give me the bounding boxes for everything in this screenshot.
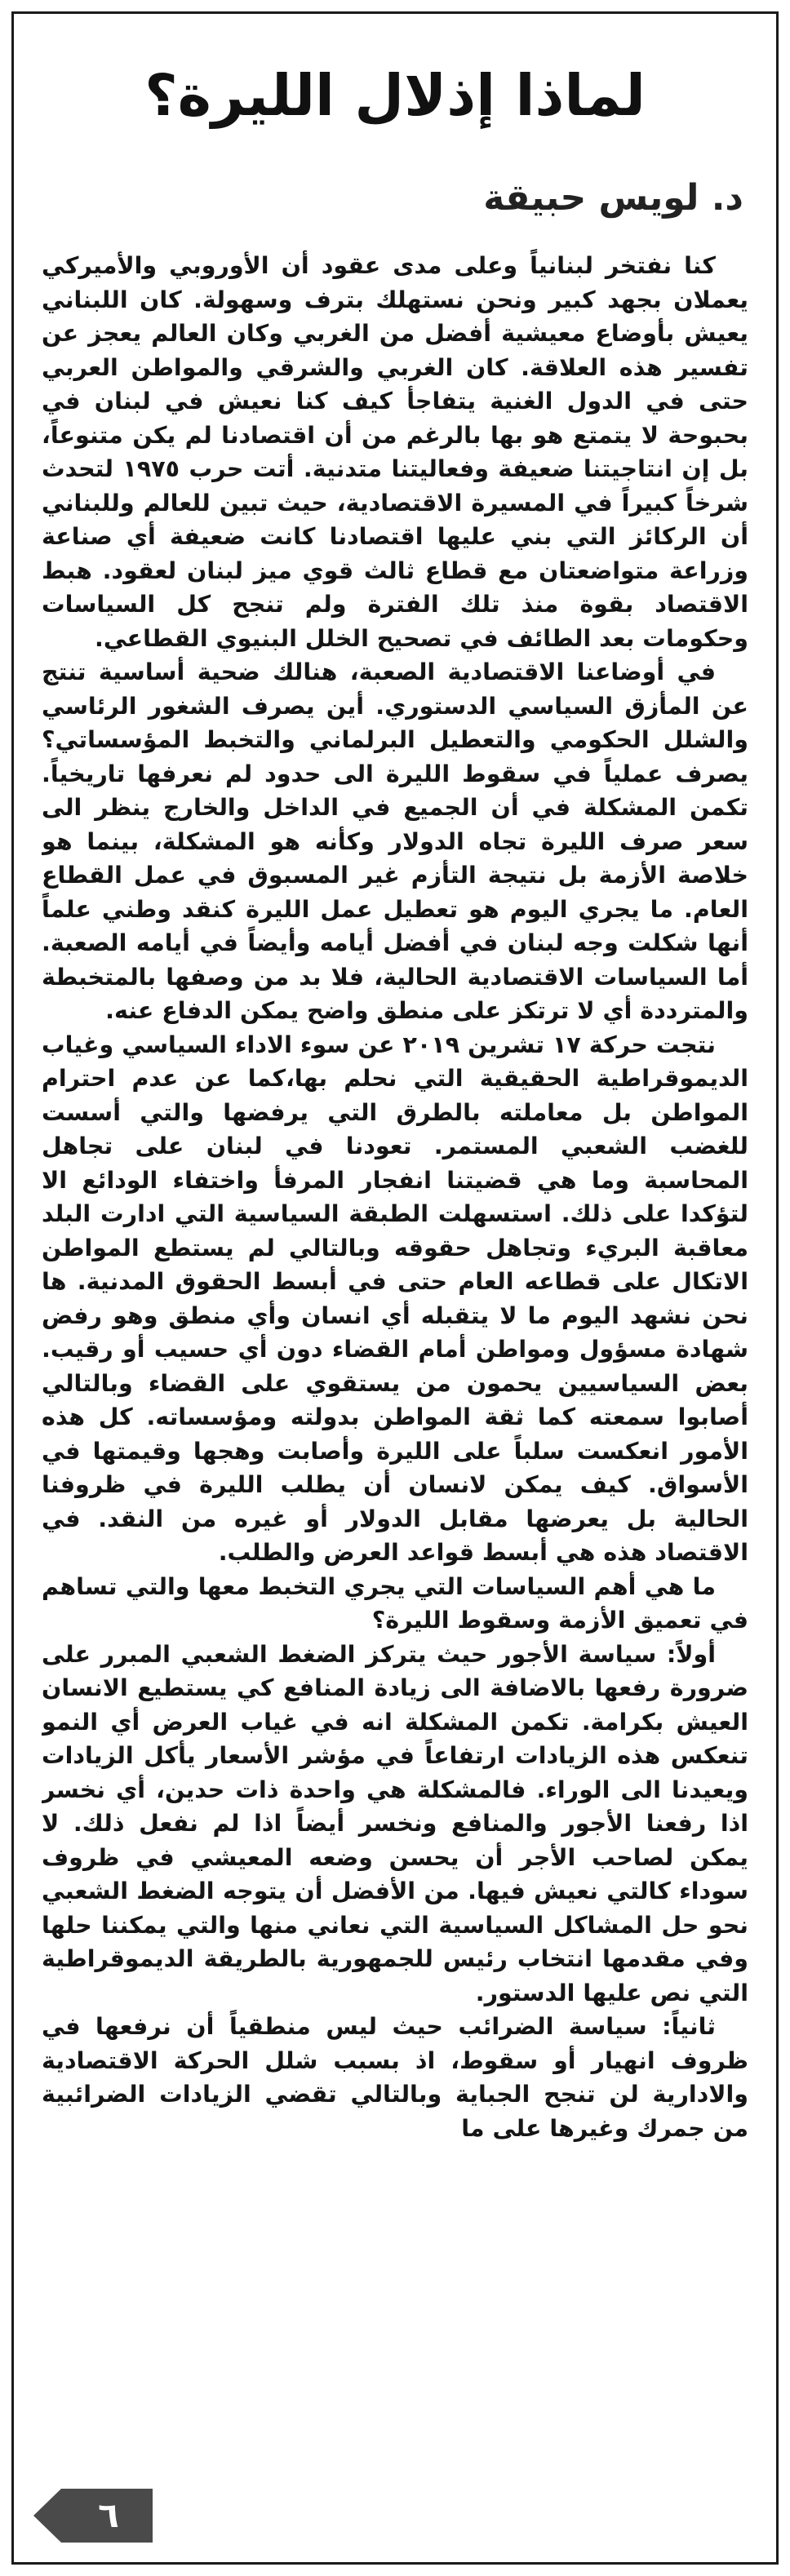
headline: لماذا إذلال الليرة؟ [144, 62, 646, 129]
paragraph-1: كنا نفتخر لبنانياً وعلى مدى عقود أن الأوروبي والأميركي يعملان بجهد كبير ونحن نستهلك بترف وسهولة. كان اللبناني يعيش بأوضاع معيشية أفضل من الغربي وكان العالم يعجز عن تفسير هذه العلاقة. كان الغربي والشرقي والمواطن العربي حتى في الدول الغنية يتفاجأ كيف كنا نعيش في لبنان في بحبوحة لا يتمتع هو بها بالرغم من أن اقتصادنا لم يكن متنوعاً، بل إن انتاجيتنا ضعيفة وفعاليتنا متدنية. أتت حرب ١٩٧٥ لتحدث شرخاً كبيراً في المسيرة الاقتصادية، حيث تبين للعالم وللبناني أن الركائز التي بني عليها اقتصادنا كانت ضعيفة أي صناعة وزراعة متواضعتان مع قطاع ثالث قوي ميز لبنان لعقود. هبط الاقتصاد بقوة منذ تلك الفترة ولم تنجح كل السياسات وحكومات بعد الطائف في تصحيح الخلل البنيوي القطاعي. [42, 252, 748, 652]
byline: د. لويس حبيقة [483, 177, 743, 219]
article-body [42, 249, 748, 2501]
paragraph-4: ما هي أهم السياسات التي يجري التخبط معها والتي تساهم في تعميق الأزمة وسقوط الليرة؟ [42, 1572, 748, 1634]
paragraph-5: أولاً: سياسة الأجور حيث يتركز الضغط الشعبي المبرر على ضرورة رفعها بالاضافة الى زيادة المنافع كي يستطيع الانسان العيش بكرامة. تكمن المشكلة انه في غياب العرض أي النمو تنعكس هذه الزيادات ارتفاعاً في مؤشر الأسعار يأكل الزيادات ويعيدنا الى الوراء. فالمشكلة هي واحدة ذات حدين، أي نخسر اذا رفعنا الأجور والمنافع ونخسر أيضاً اذا لم نفعل ذلك. لا يمكن لصاحب الأجر أن يحسن وضعه المعيشي في ظروف سوداء كالتي نعيش فيها. من الأفضل أن يتوجه الضغط الشعبي نحو حل المشاكل السياسية التي نعاني منها والتي يمكننا حلها وفي مقدمها انتخاب رئيس للجمهورية بالطريقة الديموقراطية التي نص عليها الدستور. [42, 1640, 748, 2006]
paragraph-6: ثانياً: سياسة الضرائب حيث ليس منطقياً أن نرفعها في ظروف انهيار أو سقوط، اذ بسبب شلل الحركة الاقتصادية والادارية لن تنجح الجباية وبالتالي تقضي الزيادات الضرائبية من جمرك وغيرها على ما [42, 2013, 748, 2142]
paragraph-2: في أوضاعنا الاقتصادية الصعبة، هنالك ضحية أساسية تنتج عن المأزق السياسي الدستوري. أين يصرف الشغور الرئاسي والشلل الحكومي والتعطيل البرلماني والتخبط المؤسساتي؟ يصرف عملياً في سقوط الليرة الى حدود لم نعرفها تاريخياً. تكمن المشكلة في أن الجميع في الداخل والخارج ينظر الى سعر صرف الليرة تجاه الدولار وكأنه هو المشكلة، بينما هو خلاصة الأزمة بل نتيجة التأزم غير المسبوق في عمل القطاع العام. ما يجري اليوم هو تعطيل عمل الليرة كنقد وطني علماً أنها شكلت وجه لبنان في أفضل أيامه وأيضاً في أيامه الصعبة. أما السياسات الاقتصادية الحالية، فلا بد من وصفها بالمتخبطة والمترددة أي لا ترتكز على منطق واضح يمكن الدفاع عنه. [42, 658, 748, 1024]
paragraph-3: نتجت حركة ١٧ تشرين ٢٠١٩ عن سوء الاداء السياسي وغياب الديموقراطية الحقيقية التي نحلم بها،كما عن عدم احترام المواطن بل معاملته بالطرق التي يرفضها والتي أسست للغضب الشعبي المستمر. تعودنا في لبنان على تجاهل المحاسبة وما هي قضيتنا انفجار المرفأ واختفاء الودائع الا لتؤكدا على ذلك. استسهلت الطبقة السياسية التي ادارت البلد معاقبة البريء وتجاهل حقوقه وبالتالي لم يستطع المواطن الاتكال على قطاعه العام حتى في أبسط الحقوق المدنية. ها نحن نشهد اليوم ما لا يتقبله أي انسان وأي منطق وهو رفض شهادة مسؤول ومواطن أمام القضاء دون أي حسيب أو رقيب. بعض السياسيين يحمون من يستقوي على القضاء وبالتالي أصابوا سمعته كما ثقة المواطن بدولته ومؤسساته. كل هذه الأمور انعكست سلباً على الليرة وأصابت وهجها وقيمتها في الأسواق. كيف يمكن لانسان أن يطلب الليرة في ظروفنا الحالية بل يعرضها مقابل الدولار أو غيره من النقد. في الاقتصاد هذه هي أبسط قواعد العرض والطلب. [42, 1031, 748, 1566]
page-number-tag [33, 2489, 153, 2543]
article-frame [11, 11, 779, 2565]
left-arrow-icon [33, 2489, 61, 2543]
page-number: ٦ [98, 2495, 119, 2535]
